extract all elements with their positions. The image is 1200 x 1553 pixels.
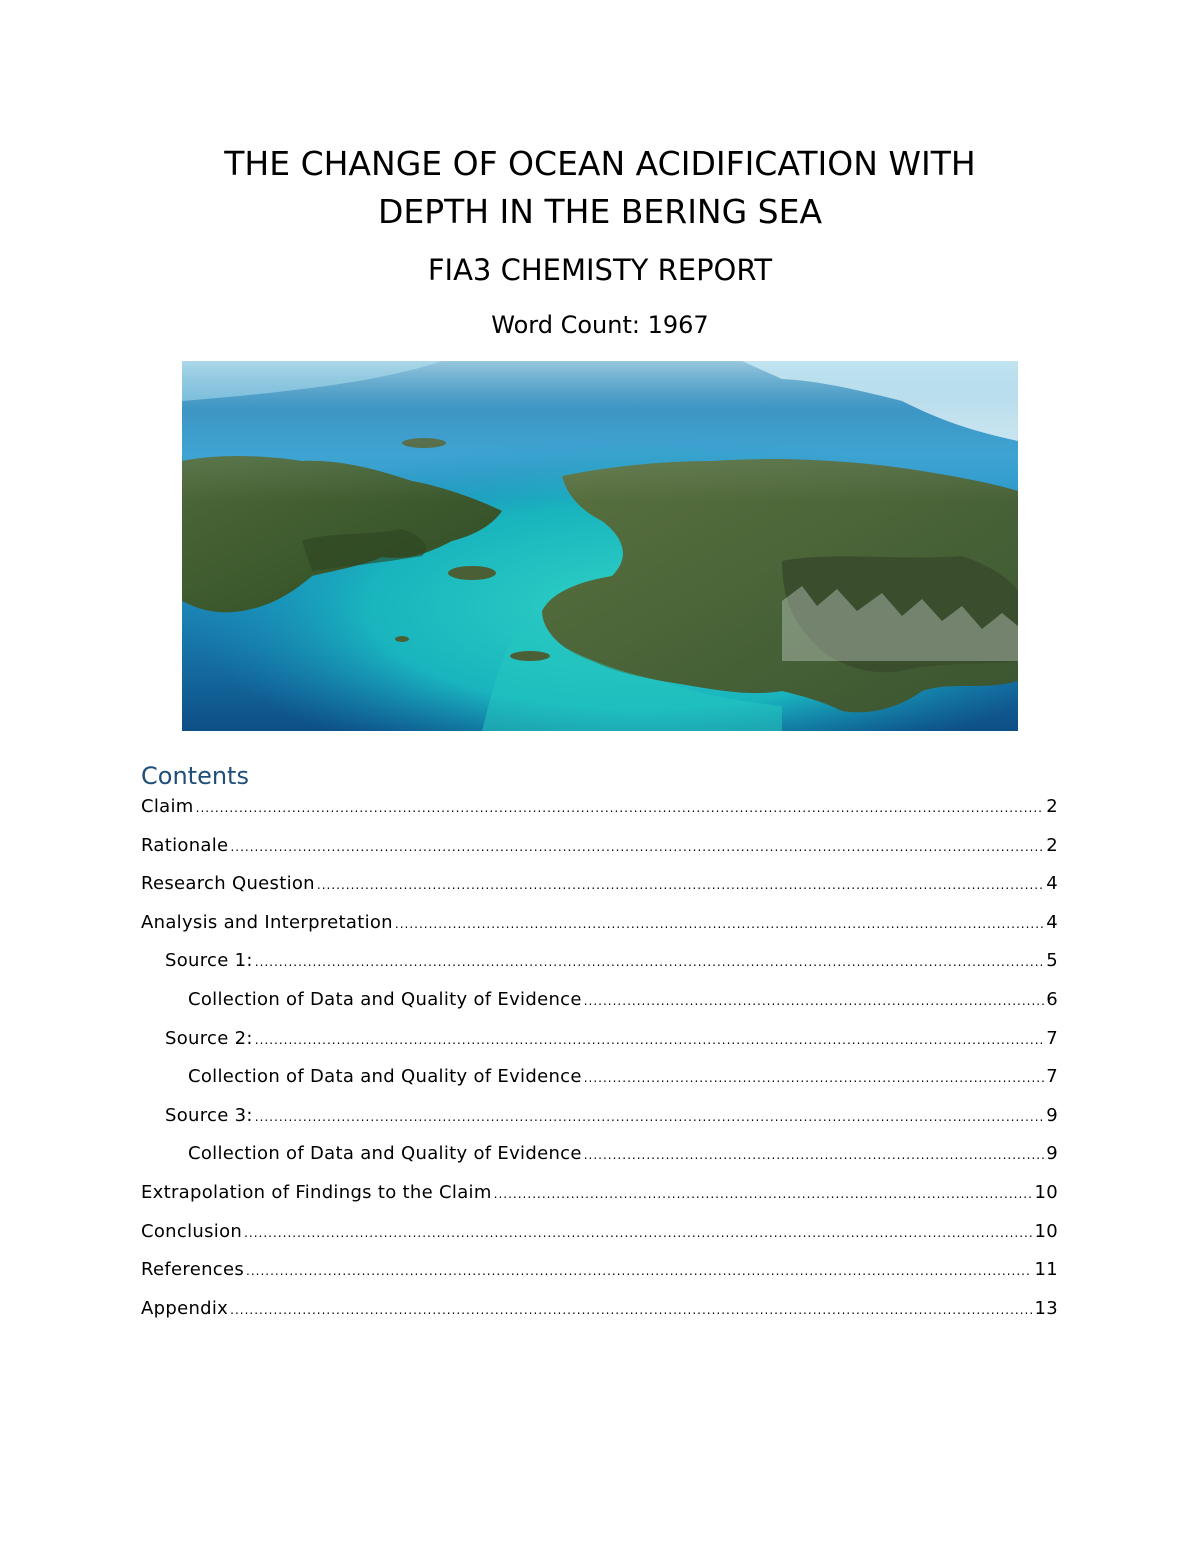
toc-entry[interactable] bbox=[141, 1217, 1058, 1256]
toc-entry[interactable] bbox=[141, 792, 1058, 831]
toc-entry-title: Source 1: bbox=[165, 950, 253, 972]
toc-dot-leader bbox=[255, 947, 1044, 977]
toc-page-number: 9 bbox=[1046, 1104, 1058, 1126]
toc-page-number: 7 bbox=[1046, 1066, 1058, 1088]
toc-dot-leader bbox=[494, 1179, 1033, 1209]
report-title-line-1: THE CHANGE OF OCEAN ACIDIFICATION WITH bbox=[224, 144, 976, 183]
toc-entry[interactable] bbox=[141, 1294, 1058, 1333]
toc-dot-leader bbox=[230, 832, 1044, 862]
toc-entry-title: Analysis and Interpretation bbox=[141, 911, 393, 933]
toc-entry[interactable] bbox=[141, 985, 1058, 1024]
toc-page-number: 4 bbox=[1046, 873, 1058, 895]
toc-page-number: 10 bbox=[1034, 1220, 1058, 1242]
toc-entry-title: Research Question bbox=[141, 873, 315, 895]
toc-page-number: 5 bbox=[1046, 950, 1058, 972]
toc-entry[interactable] bbox=[141, 1178, 1058, 1217]
toc-entry-title: Conclusion bbox=[141, 1220, 243, 1242]
toc-dot-leader bbox=[395, 909, 1044, 939]
toc-entry[interactable] bbox=[141, 1062, 1058, 1101]
toc-entry[interactable] bbox=[141, 1255, 1058, 1294]
toc-entry-title: Source 2: bbox=[165, 1027, 253, 1049]
toc-dot-leader bbox=[584, 1140, 1045, 1170]
toc-page-number: 13 bbox=[1034, 1297, 1058, 1319]
contents-heading: Contents bbox=[141, 762, 249, 790]
toc-entry-title: Appendix bbox=[141, 1297, 229, 1319]
report-title-line-2: DEPTH IN THE BERING SEA bbox=[377, 192, 823, 231]
toc-entry-title: Collection of Data and Quality of Evidence bbox=[188, 1066, 582, 1088]
toc-dot-leader bbox=[317, 870, 1044, 900]
report-subtitle: FIA3 CHEMISTY REPORT bbox=[427, 253, 773, 287]
toc-entry[interactable] bbox=[141, 946, 1058, 985]
toc-dot-leader bbox=[255, 1025, 1044, 1055]
toc-entry[interactable] bbox=[141, 1139, 1058, 1178]
toc-page-number: 2 bbox=[1046, 834, 1058, 856]
toc-page-number: 2 bbox=[1046, 796, 1058, 817]
toc-dot-leader bbox=[246, 1256, 1032, 1286]
toc-dot-leader bbox=[255, 1102, 1044, 1132]
toc-dot-leader bbox=[244, 1218, 1032, 1248]
toc-entry-title: Collection of Data and Quality of Evidence bbox=[188, 1143, 582, 1165]
toc-entry-title: Rationale bbox=[141, 834, 229, 856]
toc-entry-title: References bbox=[141, 1259, 245, 1281]
toc-page-number: 11 bbox=[1034, 1259, 1058, 1281]
toc-page-number: 7 bbox=[1046, 1027, 1058, 1049]
table-of-contents bbox=[141, 792, 1058, 1332]
toc-entry-title: Source 3: bbox=[165, 1104, 253, 1126]
toc-dot-leader bbox=[196, 793, 1045, 823]
toc-entry[interactable] bbox=[141, 869, 1058, 908]
cover-satellite-image bbox=[182, 361, 1018, 731]
toc-page-number: 6 bbox=[1046, 988, 1058, 1010]
word-count: Word Count: 1967 bbox=[491, 311, 709, 339]
toc-dot-leader bbox=[230, 1295, 1032, 1325]
toc-entry-title: Collection of Data and Quality of Evidence bbox=[188, 988, 582, 1010]
toc-dot-leader bbox=[584, 1063, 1045, 1093]
toc-entry-title: Claim bbox=[141, 796, 194, 817]
toc-page-number: 9 bbox=[1046, 1143, 1058, 1165]
toc-page-number: 4 bbox=[1046, 911, 1058, 933]
toc-entry[interactable] bbox=[141, 908, 1058, 947]
toc-entry-title: Extrapolation of Findings to the Claim bbox=[141, 1181, 492, 1203]
toc-entry[interactable] bbox=[141, 1024, 1058, 1063]
toc-entry[interactable] bbox=[141, 1101, 1058, 1140]
toc-dot-leader bbox=[584, 986, 1045, 1016]
report-title bbox=[100, 140, 1100, 236]
toc-page-number: 10 bbox=[1034, 1181, 1058, 1203]
toc-entry[interactable] bbox=[141, 831, 1058, 870]
